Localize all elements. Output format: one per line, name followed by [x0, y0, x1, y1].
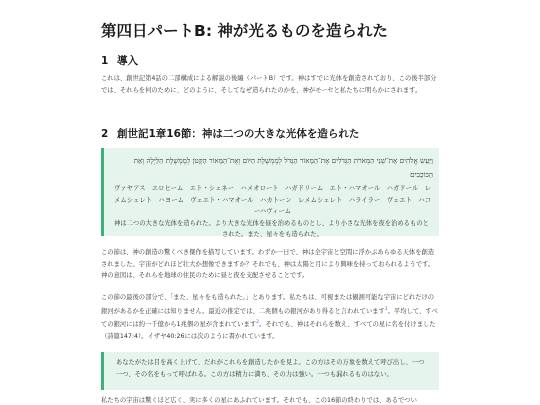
body-paragraph-1: この節は、神の創造の驚くべき傑作を描写しています。わずか一日で、神は全宇宙と空間に浮かぶあらゆる天体を創造されました。宇宙がどれほど壮大か想像できますか？それでも、神は太陽と月により興味を持っておられるようです。神の意図は、それらを地球の住民のために昼と夜を支配させることです。	[101, 249, 435, 280]
paragraph-text: 。平均して、すべての銀河には約一千億から1兆個の星が含まれています	[101, 307, 438, 329]
verse-box	[101, 148, 439, 236]
isaiah-quote: あなたがたは目を高く上げて、だれがこれらを創造したかを見よ。この方はその万象を数えて呼び出し、一つ一つ、その名をもって呼ばれる。この方は精力に満ち、その力は強い。一つも漏れるものはない。	[116, 359, 425, 378]
footnote-ref[interactable]: 2	[256, 320, 260, 326]
intro-paragraph: これは、創世記第4話の二部構成による解説の後編（パートB）です。神はすでに光体を創造されており、この後半部分では、それらを何のために、どのように、そしてなぜ造られたのかを、神がモーセと私たちに明らかにされます。	[101, 75, 437, 94]
section-number: 1	[101, 55, 109, 67]
verse-translation: 神は二つの大きな光体を造られた。より大きな光体を昼を治めるものとし、より小さな光体を夜を治めるものとされた。また、星々をも造られた。	[114, 219, 429, 238]
footnote-ref[interactable]: 1	[384, 306, 388, 312]
hebrew-verse: וַיַּעַשׂ אֱלֹהִים אֶת־שְׁנֵי הַמְּאֹרֹת הַגְּדֹלִים אֶת־הַמָּאוֹר הַגָּדֹל לְמֶמְשֶׁלֶת הַיּוֹם וְאֶת־הַמָּאוֹר הַקָּטֹן לְמֶמְשֶׁלֶת הַלַּיְלָה וְאֵת הַכּוֹכָבִים	[133, 156, 433, 179]
paragraph-text: この節の最後の部分で、「また、星々をも造られた。」とあります。私たちは、可視または観測可能な宇宙にどれだけの銀河があるかを正確には知りません。最近の推定では、二兆個もの銀河があり得ると言われています	[101, 294, 435, 315]
body-paragraph-3: 私たちの宇宙は驚くほど広く、実に多くの星にあふれています。それでも、この16節の終わりでは、あるでつい	[101, 397, 417, 404]
quote-box	[101, 352, 439, 390]
section-heading-text: 導入	[117, 55, 138, 67]
paragraph-text: 。それでも、神はそれらを数え、すべての星に名を付けました（詩篇147:4）。イザヤ40:26には次のように書かれています。	[101, 321, 436, 340]
section-number: 2	[101, 128, 109, 140]
section-heading-intro	[101, 53, 138, 68]
page-title: 第四日パートB: 神が光るものを造られた	[101, 22, 388, 40]
section-heading-text: 創世記1章16節：神は二つの大きな光体を造られた	[117, 128, 360, 140]
section-heading-genesis	[101, 126, 359, 141]
body-paragraph-2	[101, 292, 439, 343]
transliteration: ヴァヤアス エロヒーム エト・シェネー ハメオロート ハガドリーム エト・ハマオール ハガドール レメムシェレト ハヨーム ヴェエト・ハマオール ハカトーン レメムシェレト ハライラー ヴェエト ハコーハヴィーム	[114, 185, 431, 215]
